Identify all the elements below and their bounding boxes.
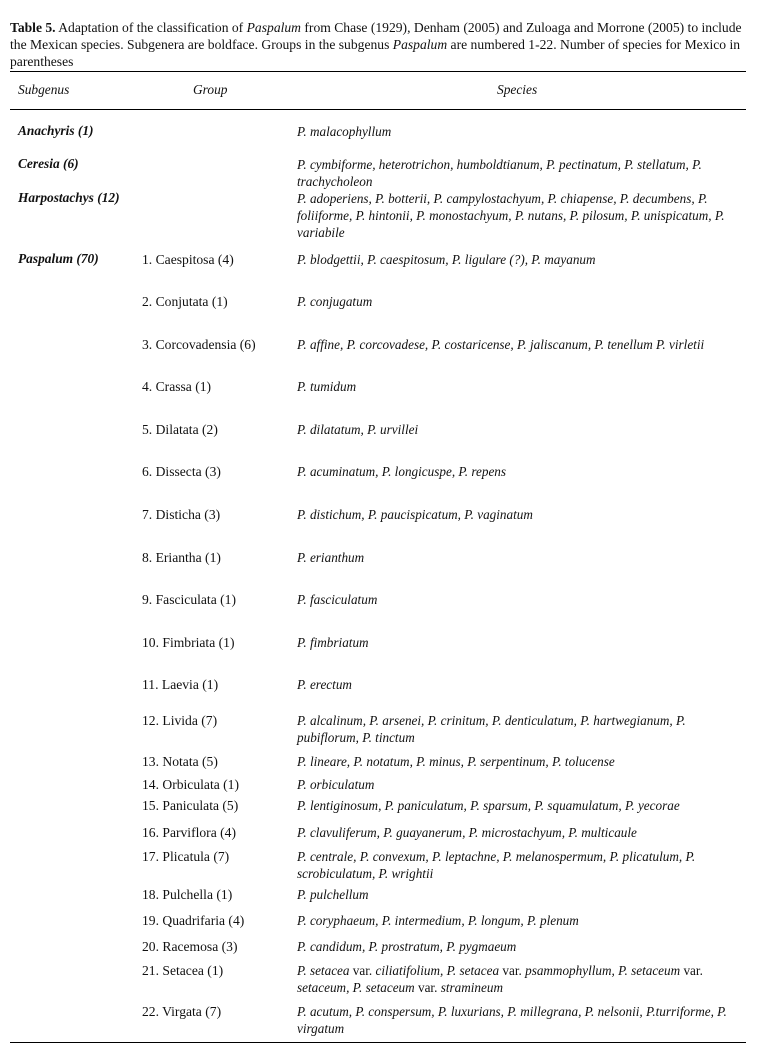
- species-cell: P. fimbriatum: [297, 635, 369, 650]
- species-cell: P. erianthum: [297, 550, 365, 565]
- species-cell: P. candidum, P. prostratum, P. pygmaeum: [297, 939, 517, 954]
- group-cell: 14. Orbiculata (1): [142, 777, 240, 792]
- subgenus-cell: Anachyris (1): [18, 123, 94, 138]
- caption-text: are numbered 1-22. Number of species for Mexico in parentheses: [10, 37, 741, 69]
- species-cell: P. coryphaeum, P. intermedium, P. longum, P. plenum: [297, 913, 579, 928]
- species-cell: P. setacea var. ciliatifolium, P. setacea var. psammophyllum, P. setaceum var. setaceum, P. setaceum var. stramineum: [297, 963, 703, 995]
- group-cell: 11. Laevia (1): [142, 677, 219, 692]
- species-cell: P. fasciculatum: [297, 592, 378, 607]
- header-group: Group: [193, 82, 228, 97]
- species-cell: P. lentiginosum, P. paniculatum, P. sparsum, P. squamulatum, P. yecorae: [297, 798, 680, 813]
- group-cell: 19. Quadrifaria (4): [142, 913, 245, 928]
- caption-genus: Paspalum: [246, 20, 301, 35]
- species-cell: P. malacophyllum: [297, 124, 392, 139]
- species-cell: P. cymbiforme, heterotrichon, humboldtianum, P. pectinatum, P. stellatum, P. trachycholeon: [297, 157, 702, 189]
- table-caption: [10, 19, 750, 70]
- group-cell: 17. Plicatula (7): [142, 849, 230, 864]
- species-cell: P. dilatatum, P. urvillei: [297, 422, 419, 437]
- group-cell: 9. Fasciculata (1): [142, 592, 236, 607]
- group-cell: 10. Fimbriata (1): [142, 635, 235, 650]
- group-cell: 1. Caespitosa (4): [142, 252, 234, 267]
- group-cell: 13. Notata (5): [142, 754, 218, 769]
- species-cell: P. erectum: [297, 677, 352, 692]
- header-rule: [10, 109, 746, 110]
- group-cell: 21. Setacea (1): [142, 963, 224, 978]
- group-cell: 22. Virgata (7): [142, 1004, 222, 1019]
- group-cell: 20. Racemosa (3): [142, 939, 238, 954]
- caption-label: Table 5.: [10, 20, 56, 35]
- caption-genus: Paspalum: [392, 37, 448, 52]
- species-cell: P. blodgettii, P. caespitosum, P. ligulare (?), P. mayanum: [297, 252, 596, 267]
- table-bottom-rule: [10, 1042, 746, 1043]
- group-cell: 3. Corcovadensia (6): [142, 337, 256, 352]
- species-cell: P. affine, P. corcovadese, P. costaricense, P. jaliscanum, P. tenellum P. virletii: [297, 337, 705, 352]
- species-cell: P. centrale, P. convexum, P. leptachne, P. melanospermum, P. plicatulum, P. scrobiculatum, P. wrightii: [297, 849, 696, 881]
- group-cell: 8. Eriantha (1): [142, 550, 221, 565]
- species-cell: P. clavuliferum, P. guayanerum, P. microstachyum, P. multicaule: [297, 825, 637, 840]
- species-cell: P. acuminatum, P. longicuspe, P. repens: [297, 464, 507, 479]
- caption-text: Adaptation of the classification of: [55, 20, 247, 35]
- group-cell: 5. Dilatata (2): [142, 422, 218, 437]
- table-top-rule: [10, 71, 746, 72]
- species-cell: P. orbiculatum: [297, 777, 375, 792]
- group-cell: 7. Disticha (3): [142, 507, 221, 522]
- group-cell: 4. Crassa (1): [142, 379, 212, 394]
- species-cell: P. adoperiens, P. botterii, P. campylostachyum, P. chiapense, P. decumbens, P. foliiforme, P. hintonii, P. monostachyum, P. nutans, P. pilosum, P. unispicatum, P. variabile: [297, 191, 725, 240]
- species-cell: P. tumidum: [297, 379, 357, 394]
- header-species: Species: [497, 82, 538, 97]
- group-cell: 12. Livida (7): [142, 713, 218, 728]
- species-cell: P. lineare, P. notatum, P. minus, P. serpentinum, P. tolucense: [297, 754, 615, 769]
- subgenus-cell: Harpostachys (12): [18, 190, 120, 205]
- species-cell: P. conjugatum: [297, 294, 373, 309]
- subgenus-cell: Ceresia (6): [18, 156, 79, 171]
- species-cell: P. alcalinum, P. arsenei, P. crinitum, P. denticulatum, P. hartwegianum, P. pubiflorum, P. tinctum: [297, 713, 686, 745]
- species-cell: P. acutum, P. conspersum, P. luxurians, P. millegrana, P. nelsonii, P.turriforme, P. virgatum: [297, 1004, 727, 1036]
- group-cell: 16. Parviflora (4): [142, 825, 236, 840]
- group-cell: 2. Conjutata (1): [142, 294, 228, 309]
- subgenus-cell: Paspalum (70): [18, 251, 99, 266]
- group-cell: 18. Pulchella (1): [142, 887, 233, 902]
- group-cell: 6. Dissecta (3): [142, 464, 221, 479]
- species-cell: P. distichum, P. paucispicatum, P. vaginatum: [297, 507, 533, 522]
- group-cell: 15. Paniculata (5): [142, 798, 239, 813]
- species-cell: P. pulchellum: [297, 887, 369, 902]
- header-subgenus: Subgenus: [18, 82, 70, 97]
- caption-text: from Chase (1929), Denham (2005) and Zuloaga and Morrone (2005) to include the Mexican species. Subgenera are boldface. Groups in the subgenus: [10, 20, 742, 52]
